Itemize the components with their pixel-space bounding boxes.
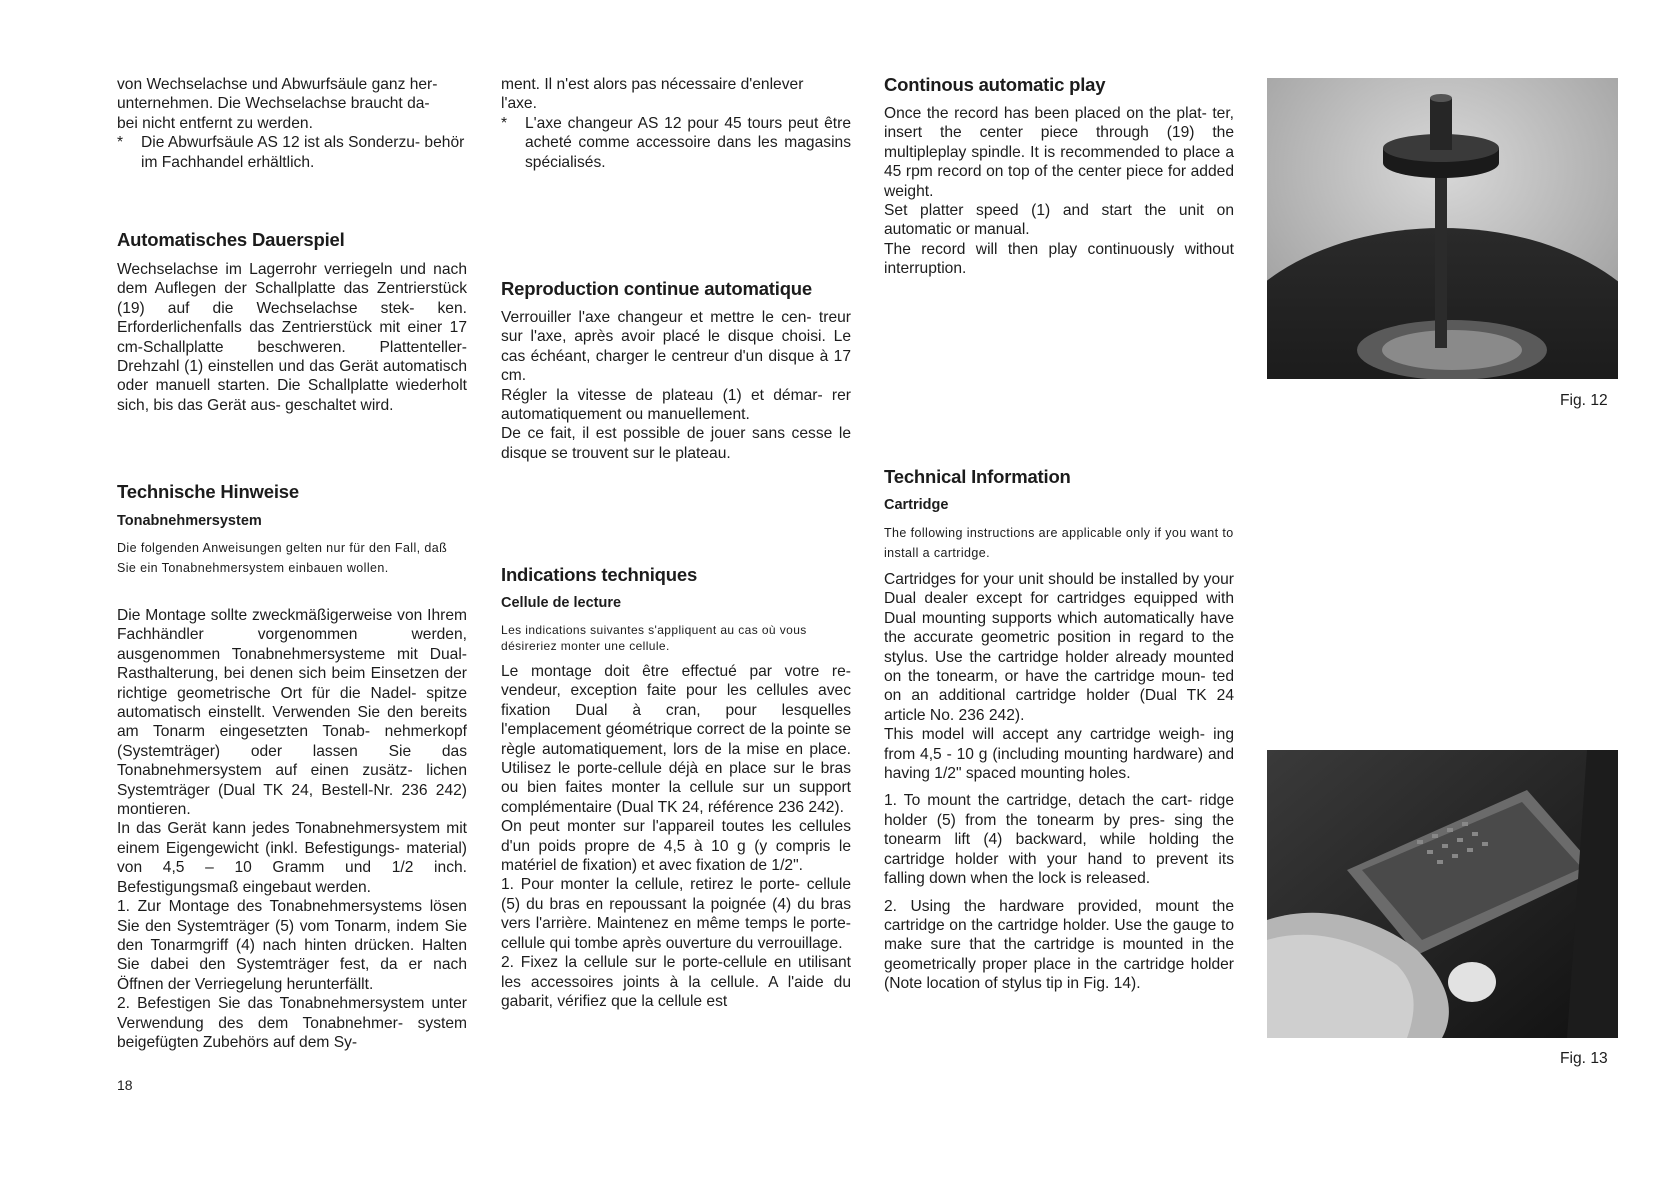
german-intro-line: von Wechselachse und Abwurfsäule ganz her-: [117, 76, 438, 93]
german-auto-play-text: Wechselachse im Lagerrohr verriegeln und nach dem Auflegen der Schallplatte das Zentrierstück (19) auf die Wechselachse stek- ken. Erforderlichenfalls das Zentrierstück mit einer 17 cm-Schallplatte beschweren. Plattenteller-Drehzahl (1) einstellen und das Gerät automatisch oder manuell starten. Die Schallplatte wiederholt sich, bis das Gerät aus- geschaltet wird.: [117, 261, 467, 414]
german-intro-line: unternehmen. Die Wechselachse braucht da-: [117, 95, 430, 113]
french-intro-line: ment. Il n'est alors pas nécessaire d'enlever: [501, 76, 804, 93]
cartridge-mounting-image: [1267, 750, 1618, 1038]
asterisk-icon: *: [117, 134, 124, 152]
french-tech-note: Les indications suivantes s'appliquent au cas où vous désireriez monter une cellule.: [501, 623, 807, 653]
english-tech-body: Cartridges for your unit should be installed by your Dual dealer except for cartridges equipped with Dual mounting supports which automatically have the accurate geometric position in regard to the stylus. Use the cartridge holder already mounted on the tonearm, or have the cartridge moun- ted on an additional cartridge holder (Dual TK 24 article No. 236 242). This model will accept any cartridge weigh- ing from 4,5 - 10 g (including mounting hardware) and having 1/2" spaced mounting holes. 1. To mount the cartridge, detach the cart- ridge holder (5) from the tonearm by pres- sing the tonearm lift (4) backward, while holding the cartridge holder with your hand to prevent its falling down when the lock is released. 2. Using the hardware provided, mount the cartridge on the cartridge holder. Use the gauge to make sure that the cartridge is mounted in the geometrically proper place in the cartridge holder (Note location of stylus tip in Fig. 14).: [884, 571, 1234, 993]
figure-13-caption: Fig. 13: [1560, 1050, 1608, 1067]
figure-13-photo: [1267, 750, 1618, 1038]
page-number: 18: [117, 1077, 133, 1093]
french-intro-note: * L'axe changeur AS 12 pour 45 tours peut être acheté comme accessoire dans les magasins spécialisés.: [501, 114, 851, 171]
figure-12-caption: Fig. 12: [1560, 392, 1608, 409]
french-tech-body: Le montage doit être effectué par votre re- vendeur, exception faite pour les cellules avec fixation Dual à cran, pour lesquelles l'emplacement géométrique correct de la pointe se règle automatiquement, lors de la mise en place. Utilisez le porte-cellule déjà en place sur le bras ou bien faites monter la cellule sur un support complémentaire (Dual TK 24, référence 236 242). On peut monter sur l'appareil toutes les cellules d'un poids propre de 4,5 à 10 g (y compris le matériel de fixation) et avec fixation de 1/2". 1. Pour monter la cellule, retirez le porte- cellule (5) du bras en repoussant la poignée (4) du bras vers l'arrière. Maintenez en même temps le porte-cellule qui tombe après ouverture du verrouillage. 2. Fixez la cellule sur le porte-cellule en utilisant les accessoires joints à la cellule. A l'aide du gabarit, vérifiez que la cellule est: [501, 663, 851, 1010]
french-intro: [501, 75, 851, 172]
german-auto-play-heading: Automatisches Dauerspiel: [117, 229, 345, 250]
french-auto-play-text: Verrouiller l'axe changeur et mettre le cen- treur sur l'axe, après avoir placé le disque choisi. Le cas échéant, charger le centreur d'un disque à 17 cm. Régler la vitesse de plateau (1) et démar- rer automatiquement ou manuellement. De ce fait, il est possible de jouer sans cesse le disque se trouvent sur le plateau.: [501, 309, 851, 462]
french-tech-subheading: Cellule de lecture: [501, 595, 622, 611]
english-tech-heading: Technical Information: [884, 466, 1071, 487]
french-tech-heading: Indications techniques: [501, 564, 698, 585]
english-auto-play-text: Once the record has been placed on the plat- ter, insert the center piece through (19) the multipleplay spindle. It is recommended to place a 45 rpm record on top of the center piece for added weight. Set platter speed (1) and start the unit on automatic or manual. The record will then play continuously without interruption.: [884, 105, 1234, 278]
german-tech-subheading: Tonabnehmersystem: [117, 513, 262, 529]
english-auto-play-heading: Continous automatic play: [884, 74, 1106, 95]
asterisk-icon: *: [501, 114, 508, 132]
german-tech-heading: Technische Hinweise: [117, 481, 299, 502]
german-tech-body: Die Montage sollte zweckmäßigerweise von Ihrem Fachhändler vorgenommen werden, ausgenommen Tonabnehmersysteme mit Dual-Rasthalterung, bei denen sich beim Einsetzen der richtige geometrische Ort für die Nadel- spitze automatisch einstellt. Verwenden Sie den bereits am Tonarm eingesetzten Tonab- nehmerkopf (Systemträger) oder lassen Sie das Tonabnehmersystem auf einen zusätz- lichen Systemträger (Dual TK 24, Bestell-Nr. 236 242) montieren. In das Gerät kann jedes Tonabnehmersystem mit einem Eigengewicht (inkl. Befestigungs- material) von 4,5 – 10 Gramm und 1/2 inch. Befestigungsmaß eingebaut werden. 1. Zur Montage des Tonabnehmersystems lösen Sie den Systemträger (5) vom Tonarm, indem Sie den Tonarmgriff (4) nach hinten drücken. Halten Sie dabei den Systemträger fest, da er nach Öffnen der Verriegelung herunterfällt. 2. Befestigen Sie das Tonabnehmersystem unter Verwendung des dem Tonabnehmer- system beigefügten Zubehörs auf dem Sy-: [117, 607, 467, 1051]
french-auto-play-heading: Reproduction continue automatique: [501, 278, 812, 299]
german-intro-line: bei nicht entfernt zu werden.: [117, 114, 313, 132]
german-intro: [117, 75, 467, 172]
english-tech-subheading: Cartridge: [884, 497, 949, 513]
german-intro-note: * Die Abwurfsäule AS 12 ist als Sonderzu- behör im Fachhandel erhältlich.: [117, 134, 465, 171]
french-intro-line: l'axe.: [501, 95, 537, 113]
turntable-spindle-image: [1267, 78, 1618, 379]
figure-12-photo: [1267, 78, 1618, 379]
german-tech-note: Die folgenden Anweisungen gelten nur für den Fall, daß Sie ein Tonabnehmersystem einbauen wollen.: [117, 541, 448, 575]
english-tech-note: The following instructions are applicable only if you want to install a cartridge.: [884, 526, 1234, 560]
